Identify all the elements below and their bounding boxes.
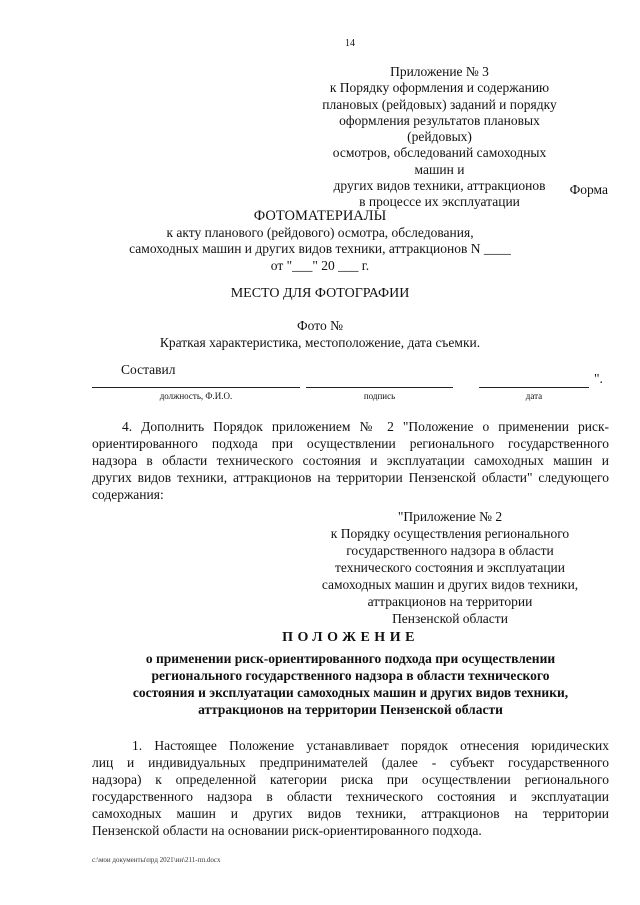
photo-number-label: Фото №: [297, 318, 343, 333]
date-line: [479, 387, 589, 388]
signature-line: [306, 387, 453, 388]
photo-materials-heading: ФОТОМАТЕРИАЛЫ: [253, 208, 387, 224]
paragraph-1-line: лиц и индивидуальных предпринимателей (далее - субъект государственного: [92, 755, 609, 770]
page-number: 14: [345, 38, 355, 49]
photo-materials-line: от "___" 20 ___ г.: [270, 257, 370, 273]
paragraph-4-line: других видов техники, аттракционов на территории Пензенской области" следующего: [92, 470, 609, 485]
form-label: Форма: [569, 182, 608, 197]
paragraph-1-line: Пензенской области на основании риск-ориентированного подхода.: [92, 823, 482, 838]
annex-2-line: технического состояния и эксплуатации: [334, 560, 565, 575]
annex-2-line: к Порядку осуществления регионального: [330, 526, 570, 541]
paragraph-4-line: содержания:: [92, 487, 164, 502]
photo-place-label: МЕСТО ДЛЯ ФОТОГРАФИИ: [230, 286, 410, 301]
annex-3-header: [312, 64, 567, 211]
annex-3-line: в процессе их эксплуатации: [359, 194, 520, 210]
annex-3-line: других видов техники, аттракционов: [333, 178, 546, 194]
regulation-subtitle-line: о применении риск-ориентированного подхода при осуществлении: [145, 651, 556, 666]
photo-materials-title: [120, 208, 520, 274]
signature-caption: подпись: [363, 391, 396, 401]
annex-2-header: [300, 508, 600, 627]
paragraph-1-line: самоходных машин и других видов техники, аттракционов на территории: [92, 806, 609, 821]
paragraph-4-line: ориентированного подхода при осуществлении регионального государственного: [92, 436, 609, 451]
paragraph-4-line: надзора в области технического состояния и эксплуатации самоходных машин и: [92, 453, 609, 468]
annex-3-line: плановых (рейдовых) заданий и порядку: [322, 96, 557, 112]
annex-2-line: самоходных машин и других видов техники,: [321, 577, 579, 592]
annex-3-line: оформления результатов плановых (рейдовых): [339, 112, 540, 145]
annex-2-line: аттракционов на территории: [367, 594, 533, 609]
paragraph-1-line: 1. Настоящее Положение устанавливает порядок отнесения юридических: [132, 738, 609, 753]
paragraph-4: [92, 418, 609, 503]
regulation-subtitle-line: аттракционов на территории Пензенской области: [198, 702, 503, 717]
regulation-title: ПОЛОЖЕНИЕ: [282, 630, 419, 645]
annex-3-line: Приложение № 3: [390, 64, 489, 79]
date-caption: дата: [525, 391, 543, 401]
photo-description: Краткая характеристика, местоположение, дата съемки.: [159, 335, 481, 350]
regulation-subtitle-line: регионального государственного надзора в области технического: [151, 668, 550, 683]
position-signature-line: [92, 387, 300, 388]
position-caption: должность, Ф.И.О.: [159, 391, 233, 401]
regulation-subtitle-line: состояния и эксплуатации самоходных машин и других видов техники,: [132, 685, 569, 700]
signature-end-mark: ".: [594, 371, 603, 386]
photo-materials-line: самоходных машин и других видов техники, аттракционов N ____: [129, 241, 511, 256]
paragraph-4-line: 4. Дополнить Порядок приложением № 2 "Положение о применении риск-: [122, 419, 609, 434]
regulation-subtitle: [92, 650, 609, 718]
paragraph-1: [92, 737, 609, 839]
annex-3-line: осмотров, обследований самоходных машин и: [332, 145, 547, 177]
annex-2-line: государственного надзора в области: [346, 543, 554, 558]
paragraph-1-line: государственного надзора в области технического состояния и эксплуатации: [92, 789, 609, 804]
annex-3-line: к Порядку оформления и содержанию: [329, 80, 550, 96]
footer-file-path: c:\мои документы\прд 2021\ии\211-пп.docx: [92, 856, 221, 864]
annex-2-line: "Приложение № 2: [397, 509, 503, 524]
photo-materials-line: к акту планового (рейдового) осмотра, обследования,: [166, 224, 474, 240]
paragraph-1-line: надзора) к определенной категории риска при осуществлении регионального: [92, 772, 609, 787]
annex-2-line: Пензенской области: [392, 611, 508, 626]
compiled-by-label: Составил: [121, 362, 176, 377]
